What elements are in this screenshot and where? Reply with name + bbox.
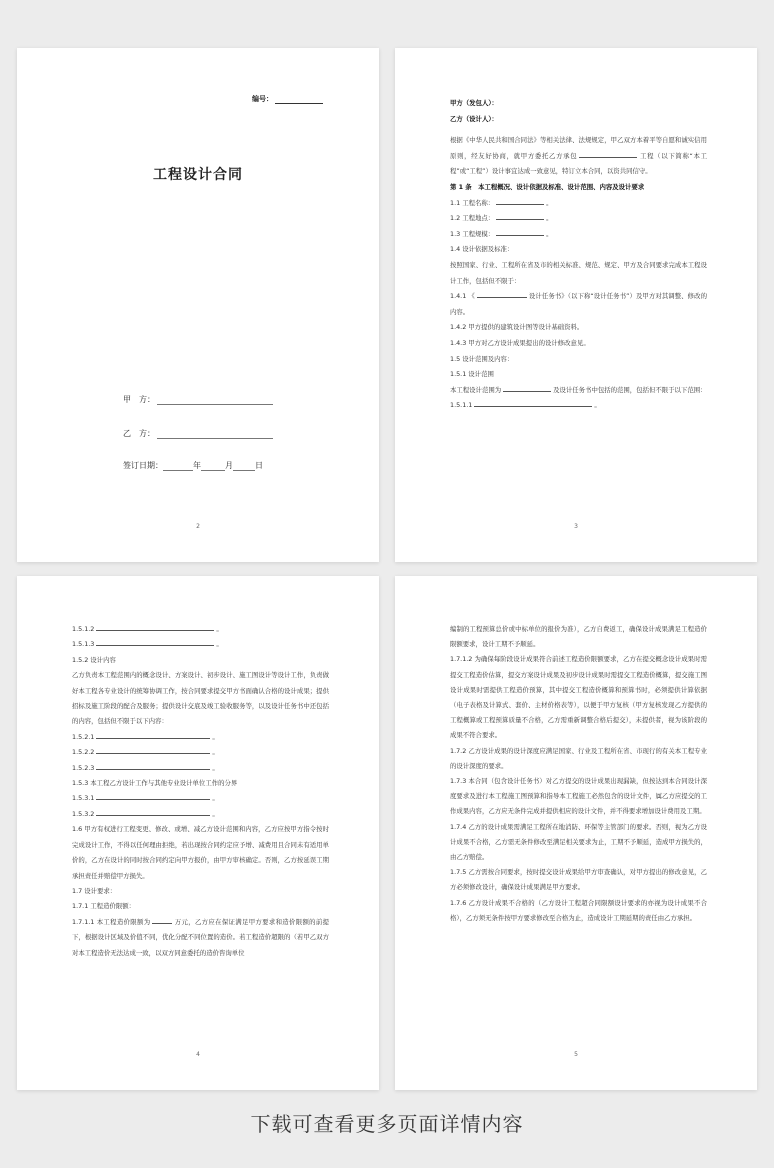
item-1-7-3: 1.7.3 本合同（包含设计任务书）对乙方提交的设计成果出现漏缺，但按达到本合同设计深度要求及进行本工程施工图预算和指导本工程施工必然包含的设计文件，属乙方应提交的工作成果内容，乙方应无条件完成并提供相应的设计文件，并不得要求增加设计费用及工期。 — [450, 777, 707, 816]
item-1-7: 1.7 设计要求： — [72, 886, 117, 895]
item-1-5-3: 1.5.3 本工程乙方设计工作与其他专业设计单位工作的分界 — [72, 779, 238, 788]
item-1-1 — [450, 196, 707, 212]
item-label: 1.5.1.2 — [72, 625, 95, 633]
party-b-line: 乙方（设计人）： — [450, 114, 498, 123]
year-label: 年 — [193, 461, 201, 470]
item-1-4-3: 1.4.3 甲方对乙方设计成果提出的设计修改意见。 — [450, 338, 590, 347]
scope-text-pre: 本工程设计范围为 — [450, 385, 502, 394]
intro-paragraph — [450, 133, 707, 180]
page-text — [450, 96, 707, 414]
party-a-blank — [157, 395, 273, 405]
item-1-1-label: 1.1 工程名称： — [450, 198, 495, 207]
day-label: 日 — [255, 461, 263, 470]
document-page-4 — [17, 576, 379, 1090]
blank-line — [96, 808, 210, 816]
blank-line — [96, 638, 214, 646]
cost-limit-pre: 1.7.1.1 本工程造价限额为 — [72, 917, 151, 926]
item-1-4-1 — [450, 289, 707, 320]
article-1-heading: 第 1 条 本工程概况、设计依据及标准、设计范围、内容及设计要求 — [450, 182, 645, 191]
party-b-blank — [157, 429, 273, 439]
item-1-5-2: 1.5.2 设计内容 — [72, 655, 116, 664]
download-more-banner[interactable]: 下载可查看更多页面详情内容 — [250, 1112, 524, 1136]
serial-blank — [275, 95, 323, 104]
continued-paragraph: 编制的工程预算总价或中标单位的报价为准），乙方自费返工，确保设计成果满足工程造价限额要求，设计工期不予顺延。 — [450, 625, 707, 649]
item-1-5-3-2 — [72, 807, 329, 822]
scope-item-blank — [474, 399, 592, 407]
project-scale-blank — [496, 228, 544, 236]
year-blank — [163, 461, 193, 471]
item-1-5-1-2 — [72, 622, 329, 637]
item-1-5-1-1-label: 1.5.1.1 — [450, 401, 473, 410]
item-1-5-2-2 — [72, 745, 329, 760]
item-1-5-1-3 — [72, 637, 329, 652]
party-a-field — [123, 394, 273, 405]
item-1-6: 1.6 甲方有权进行工程变更、修改、或增、减乙方设计范围和内容，乙方应按甲方指令按时完成设计工作，不得以任何理由拒绝，若出现按合同约定应予增、减费用且合同未有适用单价的，乙方在设计的同时按合同约定向甲方报价，由甲方审核确定。否则，乙方按延误工期承担责任并赔偿甲方损失。 — [72, 825, 329, 880]
item-1-5-3-1 — [72, 791, 329, 806]
item-1-2-label: 1.2 工程地点： — [450, 214, 495, 223]
end-mark: 。 — [594, 401, 601, 410]
item-1-7-2: 1.7.2 乙方设计成果的设计深度应满足国家、行业及工程所在省、市现行的有关本工程专业的设计深度的要求。 — [450, 746, 707, 770]
month-label: 月 — [225, 461, 233, 470]
item-1-5-2-text: 乙方负责本工程范围内的概念设计、方案设计、初步设计、施工图设计等设计工作，负责做好本工程各专业设计的统筹协调工作，按合同要求提交甲方书面确认合格的设计成果；提供招标及施工阶段的配合及服务；提供设计交底及竣工验收服务等，以及设计任务书中还包括的内容，包括但不限于以下内容： — [72, 671, 329, 726]
item-label: 1.5.2.2 — [72, 748, 95, 757]
project-location-blank — [496, 212, 544, 220]
item-1-7-1-2: 1.7.1.2 为确保每阶段设计成果符合前述工程造价限额要求，乙方在提交概念设计成果时需提交工程造价估算，提交方案设计成果及初步设计成果时需提交工程造价概算，提交施工图设计成果时需提供工程造价预算，其中提交工程造价概算和预算书时，必须提供计算依据（电子表格及计算式、套价、主材价格表等），以便于甲方复核（甲方复核发现乙方提供的工程概算或工程预算质量不合格，乙方需重新调整合格后提交），未提供者，视为该阶段的成果不符合要求。 — [450, 655, 707, 740]
end-mark: 。 — [212, 732, 219, 741]
item-1-3 — [450, 227, 707, 243]
item-label: 1.5.3.2 — [72, 809, 95, 818]
party-b-label: 乙 方： — [123, 429, 155, 438]
project-blank — [579, 150, 637, 158]
page-text — [450, 622, 707, 926]
item-1-5-1: 1.5.1 设计范围 — [450, 370, 494, 379]
item-label: 1.5.1.3 — [72, 640, 95, 649]
item-1-5-2-3 — [72, 761, 329, 776]
page-text — [72, 622, 329, 961]
item-1-5-1-1 — [450, 398, 707, 414]
end-mark: 。 — [546, 229, 553, 238]
serial-number-field — [252, 94, 323, 104]
item-label: 1.5.2.3 — [72, 763, 95, 772]
item-1-5: 1.5 设计范围及内容： — [450, 354, 514, 363]
month-blank — [201, 461, 225, 471]
blank-line — [96, 792, 210, 800]
item-1-7-1-1 — [72, 915, 329, 961]
item-1-5-1-text — [450, 383, 707, 399]
end-mark: 。 — [212, 794, 219, 803]
serial-label: 编号： — [252, 95, 273, 103]
item-1-7-1: 1.7.1 工程造价限额： — [72, 902, 136, 911]
blank-line — [96, 623, 214, 631]
cost-limit-post: 万元，乙方应在保证满足甲方要求和造价限额的前提下，根据设计区域及价值不同，优化分配不同位置的造价。若工程造价超限的（若甲乙双方对本工程造价无法达成一致，以双方同意委托的造价咨询单位 — [72, 917, 329, 957]
document-page-3 — [395, 48, 757, 562]
item-1-4-1-post: 设计任务书》（以下称“设计任务书”）及甲方对其调整、修改的内容。 — [450, 292, 708, 316]
page-number: 2 — [196, 523, 200, 530]
contract-title: 工程设计合同 — [153, 167, 243, 183]
item-1-5-2-1 — [72, 730, 329, 745]
item-1-7-5: 1.7.5 乙方需按合同要求，按时提交设计成果给甲方审查确认，对甲方提出的修改意见，乙方必须修改设计，确保设计成果满足甲方要求。 — [450, 868, 707, 892]
intro-text-post: 工程（以下简称“本工程”或“工程”）设计事宜达成一致意见，特订立本合同，以资共同信守。 — [450, 151, 708, 176]
end-mark: 。 — [212, 809, 219, 818]
item-1-3-label: 1.3 工程规模： — [450, 229, 495, 238]
day-blank — [233, 461, 255, 471]
party-a-label: 甲 方： — [123, 395, 155, 404]
intro-text-pre: 根据《中华人民共和国合同法》等相关法律、法规规定，甲乙双方本着平等自愿和诚实信用原则，经友好协商，就甲方委托乙方承包 — [450, 136, 707, 160]
page-number: 5 — [574, 1051, 578, 1058]
blank-line — [96, 731, 210, 739]
end-mark: 。 — [212, 763, 219, 772]
item-1-4-text: 按照国家、行业、工程所在省及市的相关标准、规范、规定、甲方及合同要求完成本工程设计工作，包括但不限于： — [450, 260, 707, 285]
party-a-line: 甲方（发包人）： — [450, 99, 498, 107]
item-1-4-2: 1.4.2 甲方提供的建筑设计图等设计基础资料。 — [450, 323, 584, 332]
item-1-2 — [450, 211, 707, 227]
item-label: 1.5.3.1 — [72, 794, 95, 803]
end-mark: 。 — [546, 214, 553, 223]
scope-text-post: 及设计任务书中包括的范围，包括但不限于以下范围： — [553, 385, 707, 394]
end-mark: 。 — [216, 625, 223, 633]
item-1-4-1-pre: 1.4.1 《 — [450, 292, 475, 301]
blank-line — [96, 762, 210, 770]
party-b-field — [123, 428, 273, 439]
item-label: 1.5.2.1 — [72, 732, 95, 741]
signing-date-field — [123, 460, 263, 471]
page-number: 3 — [574, 523, 578, 530]
end-mark: 。 — [212, 748, 219, 757]
blank-line — [96, 746, 210, 754]
end-mark: 。 — [216, 640, 223, 649]
page-number: 4 — [196, 1051, 200, 1058]
item-1-7-4: 1.7.4 乙方的设计成果需满足工程所在地消防、环保等主管部门的要求。否则，视为乙方设计成果不合格，乙方需无条件修改至满足相关要求为止，工期不予顺延，造成甲方损失的，由乙方赔偿。 — [450, 822, 707, 862]
date-label: 签订日期： — [123, 461, 163, 470]
project-name-blank — [496, 197, 544, 205]
task-book-blank — [477, 290, 527, 298]
item-1-7-6: 1.7.6 乙方设计成果不合格的（乙方设计工程超合同限额设计要求的亦视为设计成果不合格），乙方须无条件按甲方要求修改至合格为止，造成设计工期延期的责任由乙方承担。 — [450, 898, 707, 922]
document-page-5 — [395, 576, 757, 1090]
item-1-4: 1.4 设计依据及标准： — [450, 245, 514, 254]
scope-blank — [503, 384, 551, 392]
cost-limit-blank — [152, 916, 172, 924]
end-mark: 。 — [546, 198, 553, 207]
document-page-2 — [17, 48, 379, 562]
